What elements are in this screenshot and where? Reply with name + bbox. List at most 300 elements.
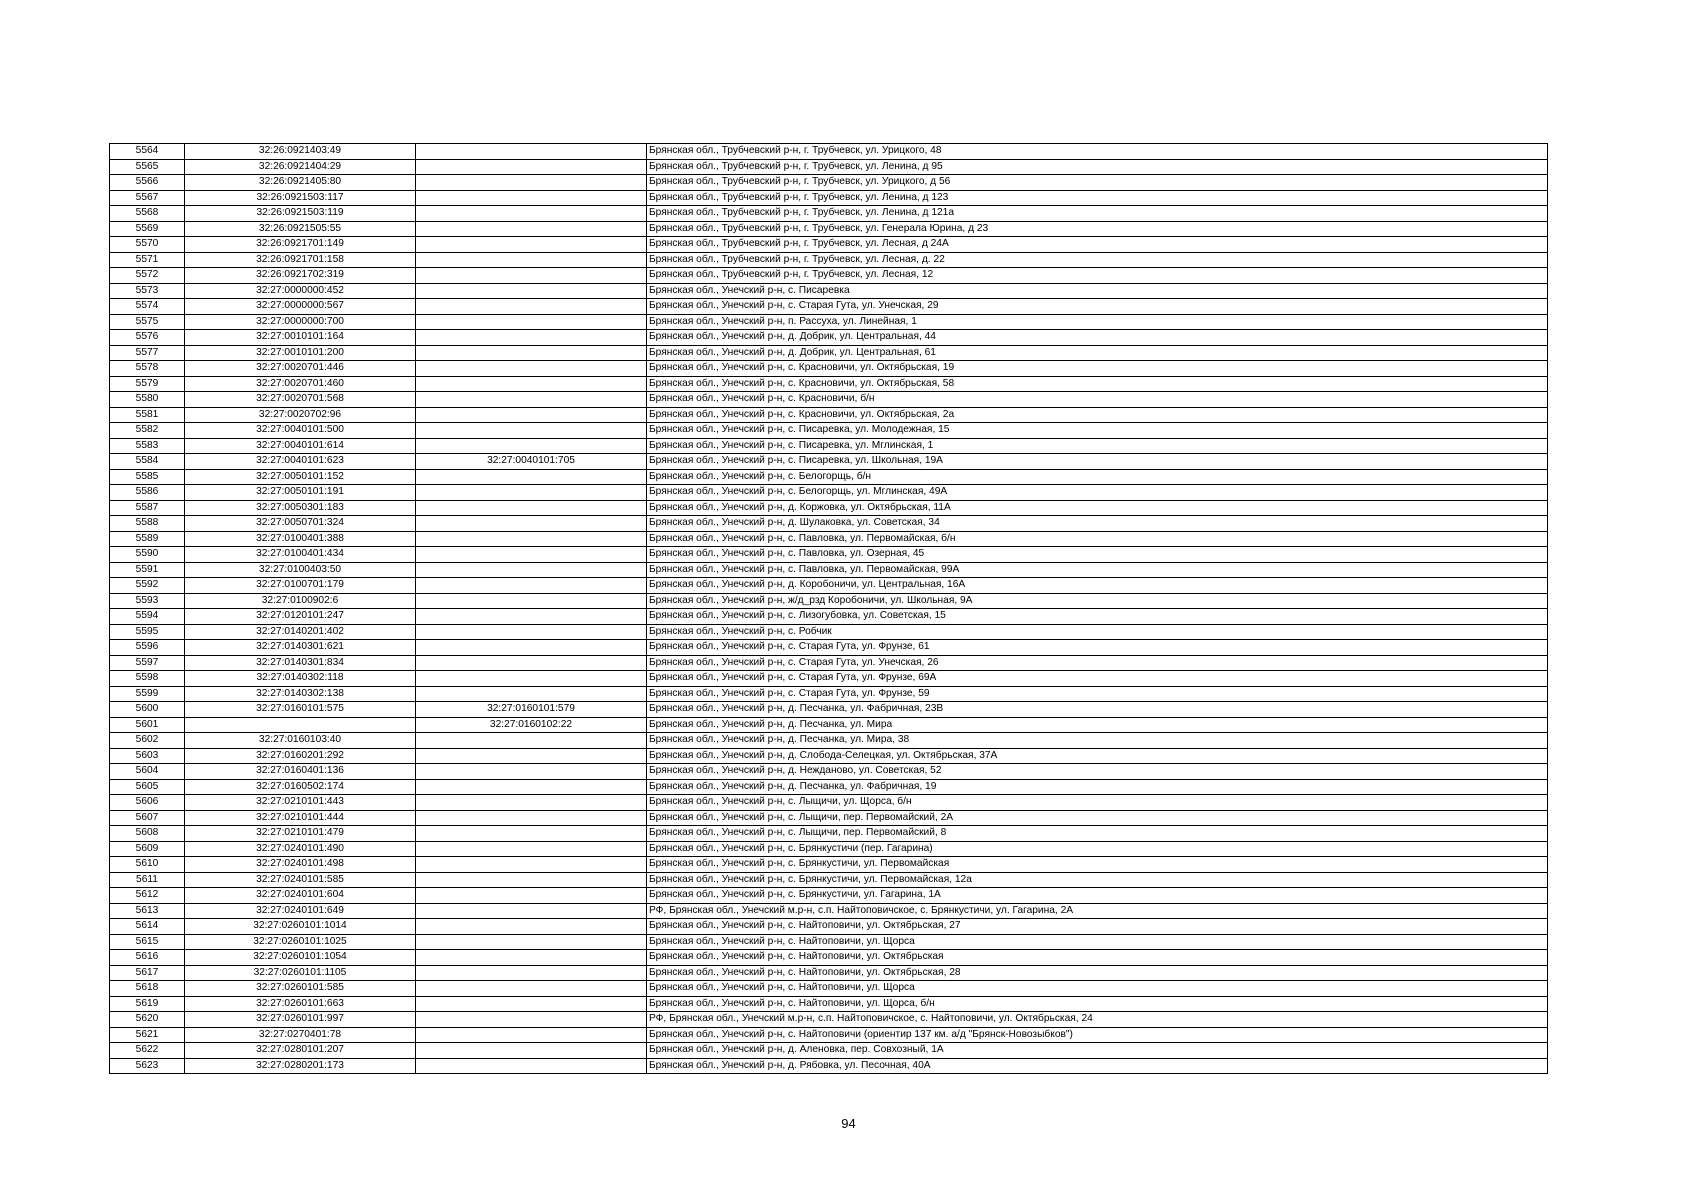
previous-number-cell bbox=[416, 376, 647, 392]
cadastral-number-cell: 32:27:0020701:568 bbox=[185, 392, 416, 408]
address-cell: Брянская обл., Трубчевский р-н, г. Трубчевск, ул. Лесная, 12 bbox=[647, 268, 1548, 284]
address-cell: Брянская обл., Унечский р-н, д. Коржовка, ул. Октябрьская, 11А bbox=[647, 500, 1548, 516]
cadastral-number-cell: 32:27:0000000:452 bbox=[185, 283, 416, 299]
row-number-cell: 5587 bbox=[110, 500, 185, 516]
row-number-cell: 5615 bbox=[110, 934, 185, 950]
row-number-cell: 5568 bbox=[110, 206, 185, 222]
row-number-cell: 5605 bbox=[110, 779, 185, 795]
previous-number-cell bbox=[416, 919, 647, 935]
table-row bbox=[110, 671, 1548, 687]
address-cell: Брянская обл., Унечский р-н, п. Рассуха, ул. Линейная, 1 bbox=[647, 314, 1548, 330]
address-cell: Брянская обл., Унечский р-н, д. Песчанка, ул. Мира, 38 bbox=[647, 733, 1548, 749]
previous-number-cell bbox=[416, 841, 647, 857]
cadastral-number-cell: 32:27:0280201:173 bbox=[185, 1058, 416, 1074]
cadastral-number-cell: 32:27:0260101:1014 bbox=[185, 919, 416, 935]
previous-number-cell bbox=[416, 810, 647, 826]
previous-number-cell bbox=[416, 531, 647, 547]
table-row bbox=[110, 578, 1548, 594]
row-number-cell: 5612 bbox=[110, 888, 185, 904]
row-number-cell: 5618 bbox=[110, 981, 185, 997]
address-cell: Брянская обл., Унечский р-н, с. Найтоповичи, ул. Щорса bbox=[647, 934, 1548, 950]
cadastral-number-cell: 32:27:0260101:585 bbox=[185, 981, 416, 997]
row-number-cell: 5566 bbox=[110, 175, 185, 191]
table-row bbox=[110, 314, 1548, 330]
previous-number-cell bbox=[416, 407, 647, 423]
cadastral-number-cell: 32:27:0140302:118 bbox=[185, 671, 416, 687]
row-number-cell: 5620 bbox=[110, 1012, 185, 1028]
row-number-cell: 5565 bbox=[110, 159, 185, 175]
previous-number-cell bbox=[416, 516, 647, 532]
table-row bbox=[110, 283, 1548, 299]
cadastral-number-cell: 32:27:0050101:152 bbox=[185, 469, 416, 485]
previous-number-cell bbox=[416, 888, 647, 904]
previous-number-cell bbox=[416, 1012, 647, 1028]
cadastral-number-cell: 32:27:0270401:78 bbox=[185, 1027, 416, 1043]
row-number-cell: 5599 bbox=[110, 686, 185, 702]
row-number-cell: 5583 bbox=[110, 438, 185, 454]
address-cell: Брянская обл., Унечский р-н, с. Найтоповичи, ул. Октябрьская, 27 bbox=[647, 919, 1548, 935]
row-number-cell: 5581 bbox=[110, 407, 185, 423]
cadastral-number-cell: 32:27:0020701:446 bbox=[185, 361, 416, 377]
table-row bbox=[110, 1058, 1548, 1074]
address-cell: Брянская обл., Унечский р-н, с. Найтоповичи, ул. Щорса, б/н bbox=[647, 996, 1548, 1012]
row-number-cell: 5611 bbox=[110, 872, 185, 888]
address-cell: Брянская обл., Унечский р-н, с. Писаревка bbox=[647, 283, 1548, 299]
cadastral-number-cell: 32:27:0120101:247 bbox=[185, 609, 416, 625]
address-cell: Брянская обл., Трубчевский р-н, г. Трубчевск, ул. Урицкого, д 56 bbox=[647, 175, 1548, 191]
previous-number-cell bbox=[416, 268, 647, 284]
address-cell: Брянская обл., Унечский р-н, с. Старая Гута, ул. Фрунзе, 69А bbox=[647, 671, 1548, 687]
table-row bbox=[110, 237, 1548, 253]
address-cell: Брянская обл., Унечский р-н, с. Старая Гута, ул. Фрунзе, 59 bbox=[647, 686, 1548, 702]
table-row bbox=[110, 717, 1548, 733]
table-row bbox=[110, 593, 1548, 609]
table-row bbox=[110, 299, 1548, 315]
address-cell: Брянская обл., Унечский р-н, д. Коробоничи, ул. Центральная, 16А bbox=[647, 578, 1548, 594]
previous-number-cell bbox=[416, 159, 647, 175]
address-cell: Брянская обл., Унечский р-н, с. Робчик bbox=[647, 624, 1548, 640]
address-cell: Брянская обл., Унечский р-н, с. Старая Гута, ул. Фрунзе, 61 bbox=[647, 640, 1548, 656]
previous-number-cell: 32:27:0160102:22 bbox=[416, 717, 647, 733]
address-cell: Брянская обл., Унечский р-н, с. Лыщичи, пер. Первомайский, 2А bbox=[647, 810, 1548, 826]
table-row bbox=[110, 190, 1548, 206]
address-cell: Брянская обл., Унечский р-н, д. Песчанка, ул. Мира bbox=[647, 717, 1548, 733]
cadastral-number-cell: 32:27:0050701:324 bbox=[185, 516, 416, 532]
row-number-cell: 5617 bbox=[110, 965, 185, 981]
cadastral-number-cell: 32:27:0280101:207 bbox=[185, 1043, 416, 1059]
cadastral-number-cell: 32:27:0040101:623 bbox=[185, 454, 416, 470]
cadastral-number-cell: 32:27:0240101:585 bbox=[185, 872, 416, 888]
address-cell: Брянская обл., Унечский р-н, д. Аленовка, пер. Совхозный, 1А bbox=[647, 1043, 1548, 1059]
previous-number-cell: 32:27:0040101:705 bbox=[416, 454, 647, 470]
previous-number-cell: 32:27:0160101:579 bbox=[416, 702, 647, 718]
address-cell: Брянская обл., Трубчевский р-н, г. Трубчевск, ул. Урицкого, 48 bbox=[647, 144, 1548, 160]
previous-number-cell bbox=[416, 640, 647, 656]
previous-number-cell bbox=[416, 547, 647, 563]
row-number-cell: 5576 bbox=[110, 330, 185, 346]
address-cell: Брянская обл., Трубчевский р-н, г. Трубчевск, ул. Ленина, д 123 bbox=[647, 190, 1548, 206]
address-cell: Брянская обл., Унечский р-н, с. Лыщичи, пер. Первомайский, 8 bbox=[647, 826, 1548, 842]
address-cell: Брянская обл., Унечский р-н, д. Песчанка, ул. Фабричная, 23В bbox=[647, 702, 1548, 718]
cadastral-number-cell: 32:26:0921404:29 bbox=[185, 159, 416, 175]
cadastral-number-cell bbox=[185, 717, 416, 733]
address-cell: Брянская обл., Трубчевский р-н, г. Трубчевск, ул. Лесная, д 24А bbox=[647, 237, 1548, 253]
address-cell: Брянская обл., Унечский р-н, с. Белогорщь, ул. Мглинская, 49А bbox=[647, 485, 1548, 501]
cadastral-number-cell: 32:27:0160101:575 bbox=[185, 702, 416, 718]
address-cell: РФ, Брянская обл., Унечский м.р-н, с.п. Найтоповичское, с. Брянкустичи, ул. Гагарина, 2А bbox=[647, 903, 1548, 919]
address-cell: Брянская обл., Унечский р-н, д. Нежданово, ул. Советская, 52 bbox=[647, 764, 1548, 780]
table-row bbox=[110, 655, 1548, 671]
address-cell: Брянская обл., Унечский р-н, с. Павловка, ул. Первомайская, б/н bbox=[647, 531, 1548, 547]
address-cell: Брянская обл., Унечский р-н, д. Песчанка, ул. Фабричная, 19 bbox=[647, 779, 1548, 795]
cadastral-number-cell: 32:27:0260101:1105 bbox=[185, 965, 416, 981]
cadastral-number-cell: 32:27:0160401:136 bbox=[185, 764, 416, 780]
row-number-cell: 5573 bbox=[110, 283, 185, 299]
table-row bbox=[110, 1043, 1548, 1059]
previous-number-cell bbox=[416, 175, 647, 191]
cadastral-number-cell: 32:27:0260101:1025 bbox=[185, 934, 416, 950]
previous-number-cell bbox=[416, 299, 647, 315]
previous-number-cell bbox=[416, 578, 647, 594]
address-cell: Брянская обл., Трубчевский р-н, г. Трубчевск, ул. Ленина, д 95 bbox=[647, 159, 1548, 175]
table-row bbox=[110, 903, 1548, 919]
previous-number-cell bbox=[416, 562, 647, 578]
previous-number-cell bbox=[416, 438, 647, 454]
table-row bbox=[110, 516, 1548, 532]
table-row bbox=[110, 841, 1548, 857]
table-row bbox=[110, 764, 1548, 780]
previous-number-cell bbox=[416, 624, 647, 640]
cadastral-number-cell: 32:27:0160201:292 bbox=[185, 748, 416, 764]
row-number-cell: 5623 bbox=[110, 1058, 185, 1074]
previous-number-cell bbox=[416, 609, 647, 625]
table-row bbox=[110, 1012, 1548, 1028]
row-number-cell: 5572 bbox=[110, 268, 185, 284]
row-number-cell: 5579 bbox=[110, 376, 185, 392]
table-row bbox=[110, 376, 1548, 392]
row-number-cell: 5597 bbox=[110, 655, 185, 671]
previous-number-cell bbox=[416, 748, 647, 764]
address-cell: Брянская обл., Унечский р-н, д. Добрик, ул. Центральная, 44 bbox=[647, 330, 1548, 346]
cadastral-number-cell: 32:27:0210101:444 bbox=[185, 810, 416, 826]
row-number-cell: 5592 bbox=[110, 578, 185, 594]
previous-number-cell bbox=[416, 934, 647, 950]
row-number-cell: 5616 bbox=[110, 950, 185, 966]
registry-table-body bbox=[110, 144, 1548, 1074]
address-cell: Брянская обл., Унечский р-н, с. Найтоповичи, ул. Щорса bbox=[647, 981, 1548, 997]
table-row bbox=[110, 934, 1548, 950]
cadastral-number-cell: 32:27:0240101:649 bbox=[185, 903, 416, 919]
row-number-cell: 5601 bbox=[110, 717, 185, 733]
previous-number-cell bbox=[416, 500, 647, 516]
previous-number-cell bbox=[416, 779, 647, 795]
previous-number-cell bbox=[416, 655, 647, 671]
cadastral-number-cell: 32:27:0260101:997 bbox=[185, 1012, 416, 1028]
table-row bbox=[110, 996, 1548, 1012]
table-row bbox=[110, 361, 1548, 377]
row-number-cell: 5598 bbox=[110, 671, 185, 687]
address-cell: Брянская обл., Унечский р-н, с. Писаревка, ул. Молодежная, 15 bbox=[647, 423, 1548, 439]
address-cell: Брянская обл., Унечский р-н, д. Слобода-Селецкая, ул. Октябрьская, 37А bbox=[647, 748, 1548, 764]
table-row bbox=[110, 888, 1548, 904]
row-number-cell: 5610 bbox=[110, 857, 185, 873]
row-number-cell: 5606 bbox=[110, 795, 185, 811]
table-row bbox=[110, 500, 1548, 516]
table-row bbox=[110, 981, 1548, 997]
address-cell: Брянская обл., Унечский р-н, с. Старая Гута, ул. Унечская, 26 bbox=[647, 655, 1548, 671]
cadastral-number-cell: 32:27:0100902:6 bbox=[185, 593, 416, 609]
cadastral-number-cell: 32:27:0020702:96 bbox=[185, 407, 416, 423]
row-number-cell: 5578 bbox=[110, 361, 185, 377]
address-cell: Брянская обл., Унечский р-н, с. Брянкустичи, ул. Первомайская, 12а bbox=[647, 872, 1548, 888]
address-cell: Брянская обл., Унечский р-н, с. Красновичи, ул. Октябрьская, 58 bbox=[647, 376, 1548, 392]
previous-number-cell bbox=[416, 330, 647, 346]
row-number-cell: 5609 bbox=[110, 841, 185, 857]
table-row bbox=[110, 392, 1548, 408]
row-number-cell: 5585 bbox=[110, 469, 185, 485]
cadastral-number-cell: 32:27:0140301:621 bbox=[185, 640, 416, 656]
cadastral-number-cell: 32:26:0921503:117 bbox=[185, 190, 416, 206]
previous-number-cell bbox=[416, 593, 647, 609]
table-row bbox=[110, 779, 1548, 795]
previous-number-cell bbox=[416, 857, 647, 873]
cadastral-number-cell: 32:27:0210101:443 bbox=[185, 795, 416, 811]
table-row bbox=[110, 206, 1548, 222]
address-cell: Брянская обл., Унечский р-н, с. Брянкустичи (пер. Гагарина) bbox=[647, 841, 1548, 857]
previous-number-cell bbox=[416, 314, 647, 330]
row-number-cell: 5589 bbox=[110, 531, 185, 547]
cadastral-number-cell: 32:27:0020701:460 bbox=[185, 376, 416, 392]
cadastral-number-cell: 32:27:0100403:50 bbox=[185, 562, 416, 578]
cadastral-number-cell: 32:27:0040101:500 bbox=[185, 423, 416, 439]
row-number-cell: 5571 bbox=[110, 252, 185, 268]
address-cell: Брянская обл., Унечский р-н, с. Найтоповичи, ул. Октябрьская, 28 bbox=[647, 965, 1548, 981]
address-cell: Брянская обл., Унечский р-н, с. Павловка, ул. Озерная, 45 bbox=[647, 547, 1548, 563]
previous-number-cell bbox=[416, 1043, 647, 1059]
table-row bbox=[110, 423, 1548, 439]
table-row bbox=[110, 268, 1548, 284]
row-number-cell: 5604 bbox=[110, 764, 185, 780]
table-row bbox=[110, 469, 1548, 485]
previous-number-cell bbox=[416, 221, 647, 237]
previous-number-cell bbox=[416, 283, 647, 299]
cadastral-number-cell: 32:26:0921403:49 bbox=[185, 144, 416, 160]
cadastral-number-cell: 32:27:0010101:164 bbox=[185, 330, 416, 346]
table-row bbox=[110, 950, 1548, 966]
address-cell: Брянская обл., Трубчевский р-н, г. Трубчевск, ул. Ленина, д 121а bbox=[647, 206, 1548, 222]
row-number-cell: 5582 bbox=[110, 423, 185, 439]
previous-number-cell bbox=[416, 345, 647, 361]
row-number-cell: 5607 bbox=[110, 810, 185, 826]
address-cell: Брянская обл., Унечский р-н, д. Рябовка, ул. Песочная, 40А bbox=[647, 1058, 1548, 1074]
table-row bbox=[110, 748, 1548, 764]
table-row bbox=[110, 826, 1548, 842]
row-number-cell: 5593 bbox=[110, 593, 185, 609]
table-row bbox=[110, 609, 1548, 625]
previous-number-cell bbox=[416, 903, 647, 919]
cadastral-number-cell: 32:27:0210101:479 bbox=[185, 826, 416, 842]
previous-number-cell bbox=[416, 237, 647, 253]
table-row bbox=[110, 686, 1548, 702]
previous-number-cell bbox=[416, 190, 647, 206]
table-row bbox=[110, 795, 1548, 811]
cadastral-number-cell: 32:26:0921701:149 bbox=[185, 237, 416, 253]
previous-number-cell bbox=[416, 686, 647, 702]
address-cell: Брянская обл., Унечский р-н, с. Брянкустичи, ул. Гагарина, 1А bbox=[647, 888, 1548, 904]
previous-number-cell bbox=[416, 144, 647, 160]
previous-number-cell bbox=[416, 361, 647, 377]
table-row bbox=[110, 547, 1548, 563]
cadastral-number-cell: 32:27:0000000:700 bbox=[185, 314, 416, 330]
address-cell: Брянская обл., Трубчевский р-н, г. Трубчевск, ул. Генерала Юрина, д 23 bbox=[647, 221, 1548, 237]
page-number: 94 bbox=[841, 1116, 856, 1131]
table-row bbox=[110, 562, 1548, 578]
table-row bbox=[110, 1027, 1548, 1043]
cadastral-number-cell: 32:27:0260101:1054 bbox=[185, 950, 416, 966]
cadastral-number-cell: 32:27:0040101:614 bbox=[185, 438, 416, 454]
row-number-cell: 5588 bbox=[110, 516, 185, 532]
previous-number-cell bbox=[416, 764, 647, 780]
address-cell: Брянская обл., Унечский р-н, с. Брянкустичи, ул. Первомайская bbox=[647, 857, 1548, 873]
table-row bbox=[110, 345, 1548, 361]
address-cell: Брянская обл., Унечский р-н, с. Найтоповичи, ул. Октябрьская bbox=[647, 950, 1548, 966]
cadastral-number-cell: 32:26:0921503:119 bbox=[185, 206, 416, 222]
address-cell: Брянская обл., Унечский р-н, с. Красновичи, б/н bbox=[647, 392, 1548, 408]
row-number-cell: 5586 bbox=[110, 485, 185, 501]
table-row bbox=[110, 857, 1548, 873]
cadastral-number-cell: 32:27:0240101:490 bbox=[185, 841, 416, 857]
row-number-cell: 5567 bbox=[110, 190, 185, 206]
table-row bbox=[110, 159, 1548, 175]
previous-number-cell bbox=[416, 826, 647, 842]
table-row bbox=[110, 175, 1548, 191]
cadastral-number-cell: 32:27:0240101:498 bbox=[185, 857, 416, 873]
table-row bbox=[110, 438, 1548, 454]
row-number-cell: 5577 bbox=[110, 345, 185, 361]
table-row bbox=[110, 640, 1548, 656]
table-row bbox=[110, 919, 1548, 935]
row-number-cell: 5596 bbox=[110, 640, 185, 656]
cadastral-number-cell: 32:27:0100401:388 bbox=[185, 531, 416, 547]
cadastral-number-cell: 32:27:0140302:138 bbox=[185, 686, 416, 702]
cadastral-number-cell: 32:27:0050301:183 bbox=[185, 500, 416, 516]
cadastral-number-cell: 32:26:0921405:80 bbox=[185, 175, 416, 191]
address-cell: Брянская обл., Унечский р-н, д. Добрик, ул. Центральная, 61 bbox=[647, 345, 1548, 361]
previous-number-cell bbox=[416, 795, 647, 811]
previous-number-cell bbox=[416, 1027, 647, 1043]
row-number-cell: 5569 bbox=[110, 221, 185, 237]
address-cell: Брянская обл., Унечский р-н, с. Павловка, ул. Первомайская, 99А bbox=[647, 562, 1548, 578]
previous-number-cell bbox=[416, 872, 647, 888]
table-row bbox=[110, 144, 1548, 160]
previous-number-cell bbox=[416, 733, 647, 749]
address-cell: Брянская обл., Унечский р-н, с. Красновичи, ул. Октябрьская, 19 bbox=[647, 361, 1548, 377]
cadastral-number-cell: 32:27:0050101:191 bbox=[185, 485, 416, 501]
row-number-cell: 5621 bbox=[110, 1027, 185, 1043]
table-row bbox=[110, 624, 1548, 640]
row-number-cell: 5591 bbox=[110, 562, 185, 578]
table-row bbox=[110, 407, 1548, 423]
address-cell: Брянская обл., Унечский р-н, с. Найтоповичи (ориентир 137 км. а/д "Брянск-Новозыбков") bbox=[647, 1027, 1548, 1043]
table-row bbox=[110, 252, 1548, 268]
row-number-cell: 5608 bbox=[110, 826, 185, 842]
table-row bbox=[110, 733, 1548, 749]
row-number-cell: 5574 bbox=[110, 299, 185, 315]
row-number-cell: 5580 bbox=[110, 392, 185, 408]
cadastral-number-cell: 32:27:0160502:174 bbox=[185, 779, 416, 795]
row-number-cell: 5590 bbox=[110, 547, 185, 563]
cadastral-number-cell: 32:27:0140301:834 bbox=[185, 655, 416, 671]
previous-number-cell bbox=[416, 392, 647, 408]
row-number-cell: 5613 bbox=[110, 903, 185, 919]
cadastral-number-cell: 32:27:0260101:663 bbox=[185, 996, 416, 1012]
address-cell: Брянская обл., Трубчевский р-н, г. Трубчевск, ул. Лесная, д. 22 bbox=[647, 252, 1548, 268]
table-row bbox=[110, 221, 1548, 237]
previous-number-cell bbox=[416, 1058, 647, 1074]
previous-number-cell bbox=[416, 252, 647, 268]
previous-number-cell bbox=[416, 671, 647, 687]
previous-number-cell bbox=[416, 423, 647, 439]
address-cell: Брянская обл., Унечский р-н, ж/д_рзд Коробоничи, ул. Школьная, 9А bbox=[647, 593, 1548, 609]
row-number-cell: 5603 bbox=[110, 748, 185, 764]
address-cell: РФ, Брянская обл., Унечский м.р-н, с.п. Найтоповичское, с. Найтоповичи, ул. Октябрьская, 24 bbox=[647, 1012, 1548, 1028]
row-number-cell: 5622 bbox=[110, 1043, 185, 1059]
address-cell: Брянская обл., Унечский р-н, с. Красновичи, ул. Октябрьская, 2а bbox=[647, 407, 1548, 423]
cadastral-number-cell: 32:26:0921505:55 bbox=[185, 221, 416, 237]
row-number-cell: 5602 bbox=[110, 733, 185, 749]
cadastral-number-cell: 32:27:0010101:200 bbox=[185, 345, 416, 361]
previous-number-cell bbox=[416, 981, 647, 997]
address-cell: Брянская обл., Унечский р-н, с. Лизогубовка, ул. Советская, 15 bbox=[647, 609, 1548, 625]
cadastral-number-cell: 32:26:0921701:158 bbox=[185, 252, 416, 268]
table-row bbox=[110, 702, 1548, 718]
cadastral-number-cell: 32:27:0100401:434 bbox=[185, 547, 416, 563]
cadastral-number-cell: 32:27:0240101:604 bbox=[185, 888, 416, 904]
table-row bbox=[110, 810, 1548, 826]
table-row bbox=[110, 965, 1548, 981]
registry-table bbox=[109, 143, 1548, 1074]
row-number-cell: 5564 bbox=[110, 144, 185, 160]
address-cell: Брянская обл., Унечский р-н, с. Писаревка, ул. Школьная, 19А bbox=[647, 454, 1548, 470]
table-row bbox=[110, 330, 1548, 346]
row-number-cell: 5584 bbox=[110, 454, 185, 470]
row-number-cell: 5575 bbox=[110, 314, 185, 330]
row-number-cell: 5595 bbox=[110, 624, 185, 640]
cadastral-number-cell: 32:26:0921702:319 bbox=[185, 268, 416, 284]
previous-number-cell bbox=[416, 996, 647, 1012]
table-row bbox=[110, 872, 1548, 888]
row-number-cell: 5570 bbox=[110, 237, 185, 253]
cadastral-number-cell: 32:27:0100701:179 bbox=[185, 578, 416, 594]
cadastral-number-cell: 32:27:0140201:402 bbox=[185, 624, 416, 640]
address-cell: Брянская обл., Унечский р-н, д. Шулаковка, ул. Советская, 34 bbox=[647, 516, 1548, 532]
address-cell: Брянская обл., Унечский р-н, с. Лыщичи, ул. Щорса, б/н bbox=[647, 795, 1548, 811]
table-row bbox=[110, 454, 1548, 470]
row-number-cell: 5614 bbox=[110, 919, 185, 935]
address-cell: Брянская обл., Унечский р-н, с. Писаревка, ул. Мглинская, 1 bbox=[647, 438, 1548, 454]
address-cell: Брянская обл., Унечский р-н, с. Старая Гута, ул. Унечская, 29 bbox=[647, 299, 1548, 315]
previous-number-cell bbox=[416, 950, 647, 966]
previous-number-cell bbox=[416, 206, 647, 222]
row-number-cell: 5600 bbox=[110, 702, 185, 718]
previous-number-cell bbox=[416, 469, 647, 485]
address-cell: Брянская обл., Унечский р-н, с. Белогорщь, б/н bbox=[647, 469, 1548, 485]
previous-number-cell bbox=[416, 965, 647, 981]
row-number-cell: 5619 bbox=[110, 996, 185, 1012]
cadastral-number-cell: 32:27:0160103:40 bbox=[185, 733, 416, 749]
cadastral-number-cell: 32:27:0000000:567 bbox=[185, 299, 416, 315]
previous-number-cell bbox=[416, 485, 647, 501]
